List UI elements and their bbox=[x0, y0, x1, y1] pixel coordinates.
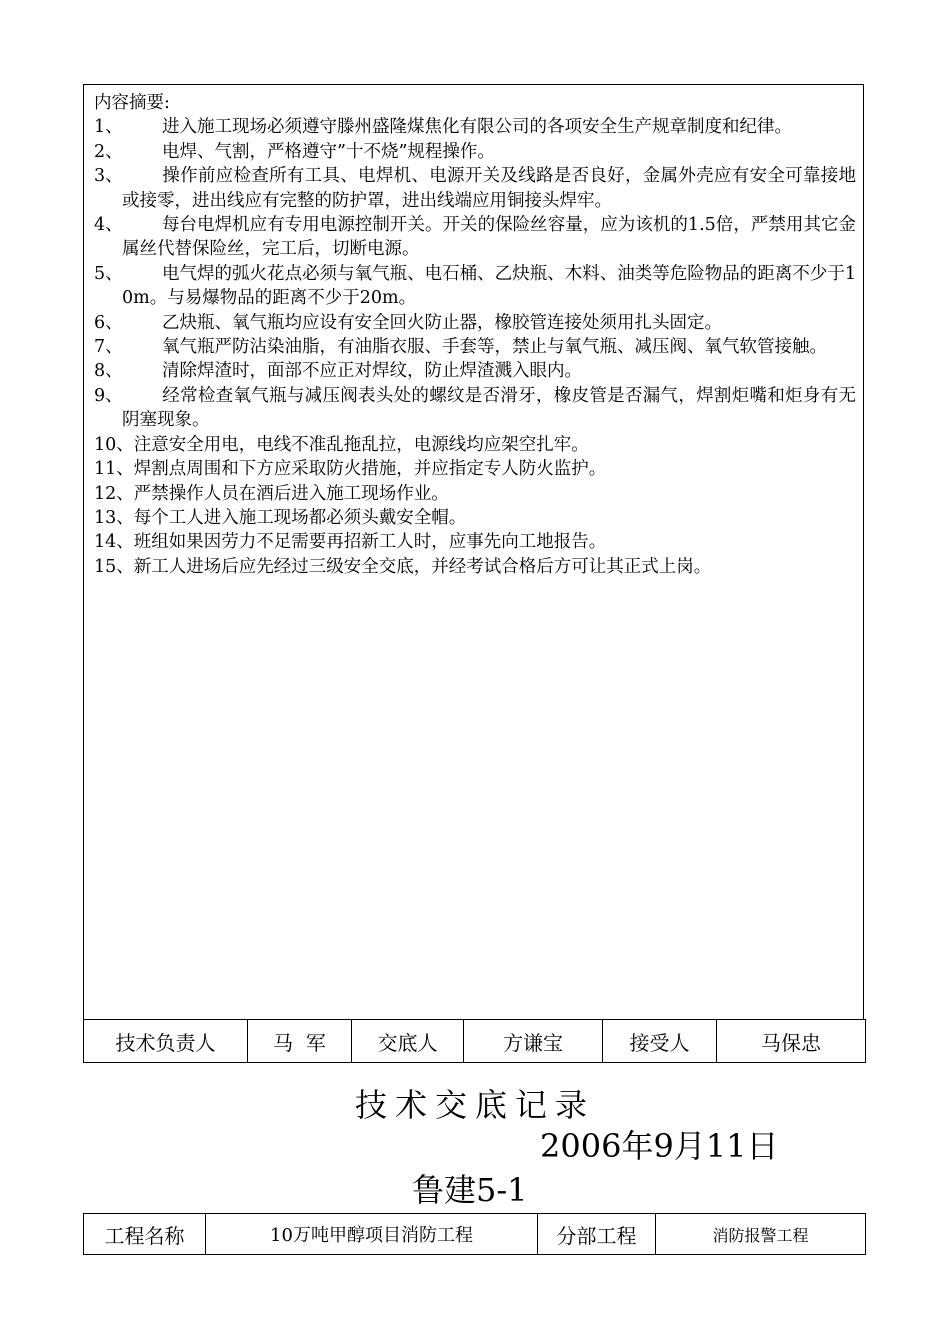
record-date: 2006年9月11日 bbox=[540, 1127, 779, 1165]
content-summary-text bbox=[94, 91, 856, 579]
summary-item: 15、新工人进场后应先经过三级安全交底，并经考试合格后方可让其正式上岗。 bbox=[94, 556, 712, 577]
tech-lead-label: 技术负责人 bbox=[84, 1020, 248, 1063]
division-label: 分部工程 bbox=[538, 1214, 656, 1255]
summary-heading: 内容摘要: bbox=[94, 93, 170, 113]
presenter-name: 方谦宝 bbox=[464, 1020, 603, 1063]
summary-item: 2、 电焊、气割，严格遵守”十不烧”规程操作。 bbox=[94, 141, 495, 162]
receiver-label: 接受人 bbox=[603, 1020, 717, 1063]
summary-item: 14、班组如果因劳力不足需要再招新工人时，应事先向工地报告。 bbox=[94, 532, 607, 553]
summary-item: 8、 清除焊渣时，面部不应正对焊纹，防止焊渣溅入眼内。 bbox=[94, 361, 582, 382]
receiver-name: 马保忠 bbox=[717, 1020, 866, 1063]
summary-item: 11、焊割点周围和下方应采取防火措施，并应指定专人防火监护。 bbox=[94, 459, 607, 480]
summary-item: 7、 氧气瓶严防沾染油脂，有油脂衣服、手套等，禁止与氧气瓶、减压阀、氧气软管接触。 bbox=[94, 337, 827, 358]
presenter-label: 交底人 bbox=[352, 1020, 464, 1063]
project-info-table bbox=[83, 1213, 866, 1255]
summary-item: 4、 每台电焊机应有专用电源控制开关。开关的保险丝容量，应为该机的1.5倍，严禁用其它金属丝代替保险丝，完工后，切断电源。 bbox=[94, 215, 856, 260]
signature-table bbox=[83, 1019, 866, 1063]
tech-lead-name: 马 军 bbox=[248, 1020, 352, 1063]
summary-item: 13、每个工人进入施工现场都必须头戴安全帽。 bbox=[94, 507, 467, 528]
record-code: 鲁建5-1 bbox=[412, 1171, 528, 1209]
content-summary-box bbox=[83, 84, 864, 1020]
project-name-label: 工程名称 bbox=[84, 1214, 206, 1255]
summary-item: 12、严禁操作人员在酒后进入施工现场作业。 bbox=[94, 483, 449, 504]
project-name-value: 10万吨甲醇项目消防工程 bbox=[206, 1214, 538, 1255]
summary-item: 3、 操作前应检查所有工具、电焊机、电源开关及线路是否良好，金属外壳应有安全可靠接地或接零，进出线应有完整的防护罩，进出线端应用铜接头焊牢。 bbox=[94, 166, 856, 211]
record-title: 技术交底记录 bbox=[354, 1086, 595, 1124]
summary-item: 6、 乙炔瓶、氧气瓶均应设有安全回火防止器，橡胶管连接处须用扎头固定。 bbox=[94, 312, 722, 333]
summary-item: 1、 进入施工现场必须遵守滕州盛隆煤焦化有限公司的各项安全生产规章制度和纪律。 bbox=[94, 117, 792, 138]
division-value: 消防报警工程 bbox=[656, 1214, 866, 1255]
summary-item: 5、 电气焊的弧火花点必须与氧气瓶、电石桶、乙炔瓶、木料、油类等危险物品的距离不少于10m。与易爆物品的距离不少于20m。 bbox=[94, 263, 856, 309]
summary-item: 9、 经常检查氧气瓶与减压阀表头处的螺纹是否滑牙，橡皮管是否漏气，焊割炬嘴和炬身有无阴塞现象。 bbox=[94, 385, 856, 431]
summary-item: 10、注意安全用电，电线不准乱拖乱拉，电源线均应架空扎牢。 bbox=[94, 434, 589, 455]
